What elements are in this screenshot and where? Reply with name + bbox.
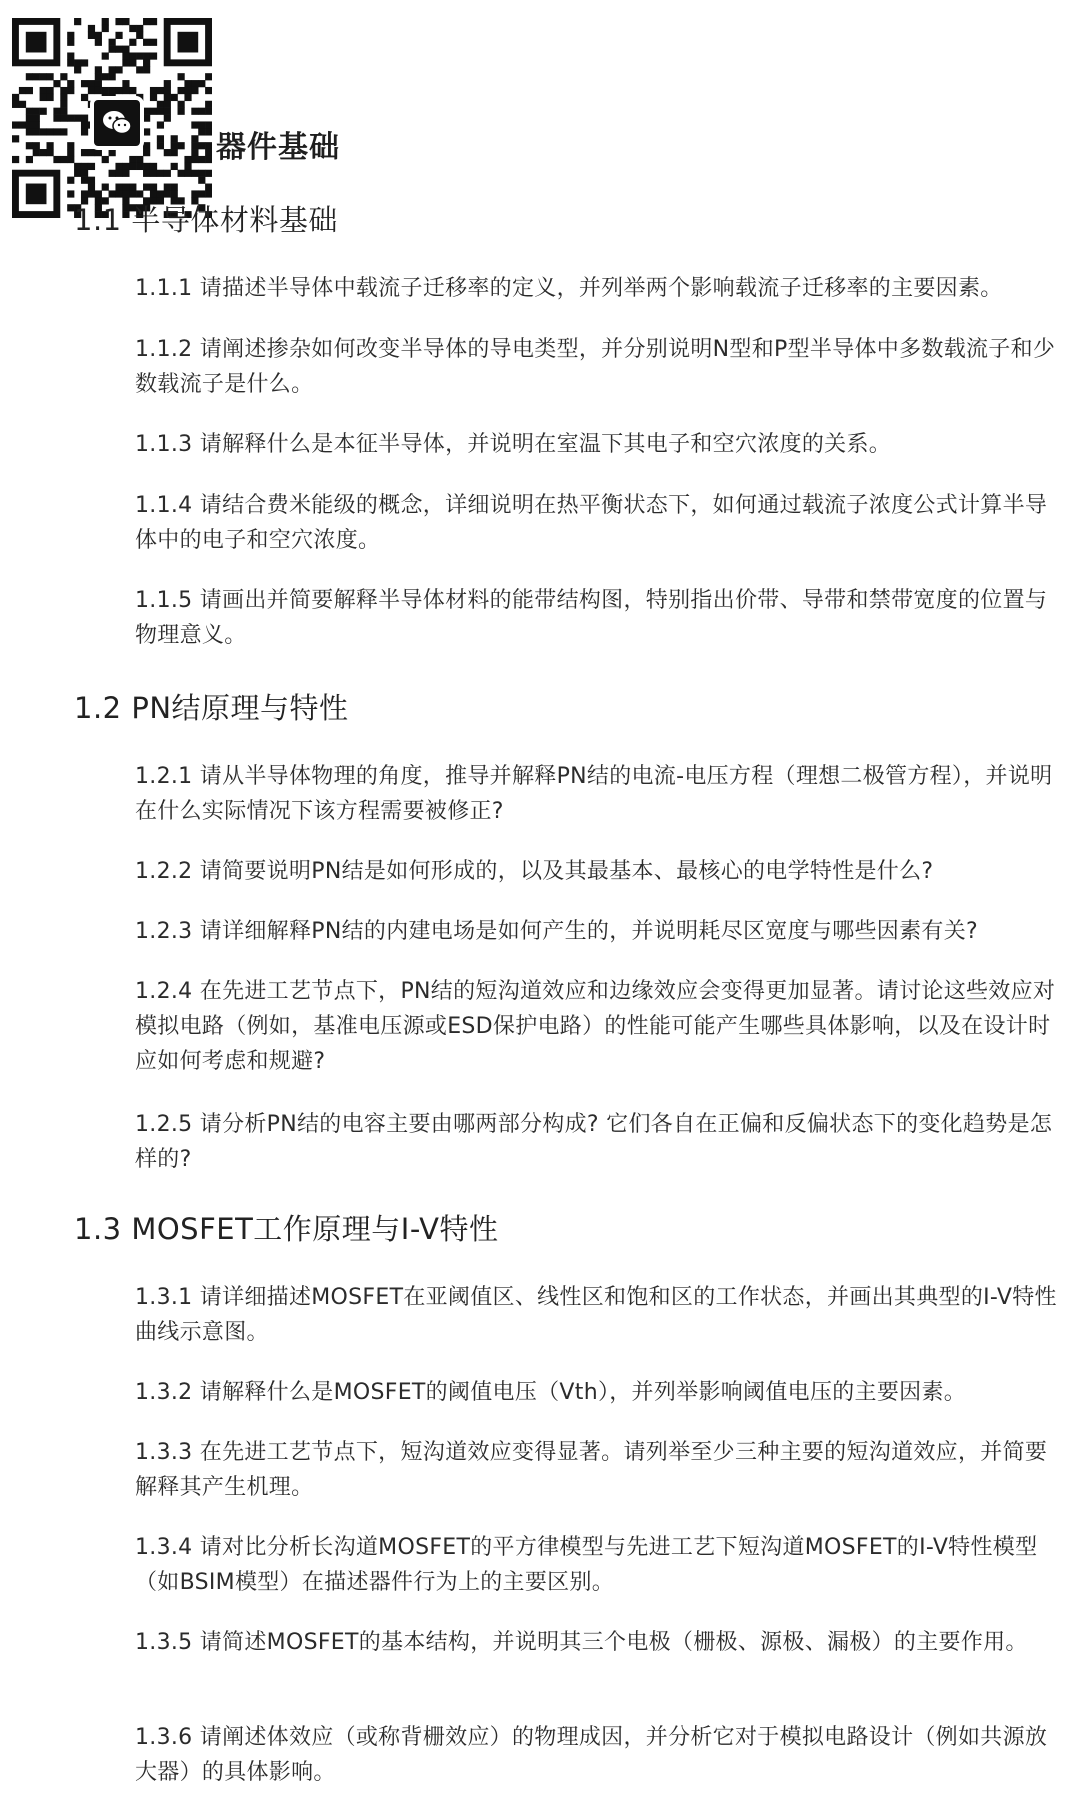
question-1-2-1: 1.2.1 请从半导体物理的角度，推导并解释PN结的电流-电压方程（理想二极管方程），并说明在什么实际情况下该方程需要被修正? bbox=[135, 764, 1053, 824]
question-1-1-1: 1.1.1 请描述半导体中载流子迁移率的定义，并列举两个影响载流子迁移率的主要因素。 bbox=[135, 276, 1003, 301]
qr-code-icon bbox=[12, 18, 212, 218]
question-1-2-3: 1.2.3 请详细解释PN结的内建电场是如何产生的，并说明耗尽区宽度与哪些因素有关? bbox=[135, 919, 978, 944]
question-1-3-4: 1.3.4 请对比分析长沟道MOSFET的平方律模型与先进工艺下短沟道MOSFET的I-V特性模型（如BSIM模型）在描述器件行为上的主要区别。 bbox=[135, 1535, 1038, 1595]
question-1-1-4: 1.1.4 请结合费米能级的概念，详细说明在热平衡状态下，如何通过载流子浓度公式计算半导体中的电子和空穴浓度。 bbox=[135, 493, 1048, 553]
wechat-icon bbox=[90, 96, 144, 150]
question-1-3-5: 1.3.5 请简述MOSFET的基本结构，并说明其三个电极（栅极、源极、漏极）的主要作用。 bbox=[135, 1630, 1028, 1655]
question-1-3-2: 1.3.2 请解释什么是MOSFET的阈值电压（Vth），并列举影响阈值电压的主要因素。 bbox=[135, 1380, 967, 1405]
question-1-1-3: 1.1.3 请解释什么是本征半导体，并说明在室温下其电子和空穴浓度的关系。 bbox=[135, 432, 892, 457]
question-1-3-6: 1.3.6 请阐述体效应（或称背栅效应）的物理成因，并分析它对于模拟电路设计（例如共源放大器）的具体影响。 bbox=[135, 1725, 1048, 1785]
question-1-1-5: 1.1.5 请画出并简要解释半导体材料的能带结构图，特别指出价带、导带和禁带宽度的位置与物理意义。 bbox=[135, 588, 1048, 648]
question-1-3-3: 1.3.3 在先进工艺节点下，短沟道效应变得显著。请列举至少三种主要的短沟道效应，并简要解释其产生机理。 bbox=[135, 1440, 1048, 1500]
chapter-title: 器件基础 bbox=[216, 130, 340, 165]
section-heading-1-3: 1.3 MOSFET工作原理与I-V特性 bbox=[74, 1212, 499, 1246]
section-heading-1-2: 1.2 PN结原理与特性 bbox=[74, 691, 349, 725]
question-1-2-4: 1.2.4 在先进工艺节点下，PN结的短沟道效应和边缘效应会变得更加显著。请讨论这些效应对模拟电路（例如，基准电压源或ESD保护电路）的性能可能产生哪些具体影响，以及在设计时应如何考虑和规避? bbox=[135, 979, 1056, 1074]
question-1-1-2: 1.1.2 请阐述掺杂如何改变半导体的导电类型，并分别说明N型和P型半导体中多数载流子和少数载流子是什么。 bbox=[135, 337, 1056, 397]
question-1-2-5: 1.2.5 请分析PN结的电容主要由哪两部分构成? 它们各自在正偏和反偏状态下的变化趋势是怎样的? bbox=[135, 1112, 1053, 1172]
question-1-3-1: 1.3.1 请详细描述MOSFET在亚阈值区、线性区和饱和区的工作状态，并画出其典型的I-V特性曲线示意图。 bbox=[135, 1285, 1057, 1345]
question-1-2-2: 1.2.2 请简要说明PN结是如何形成的，以及其最基本、最核心的电学特性是什么? bbox=[135, 859, 934, 884]
section-heading-1-1: 1.1 半导体材料基础 bbox=[74, 203, 338, 237]
